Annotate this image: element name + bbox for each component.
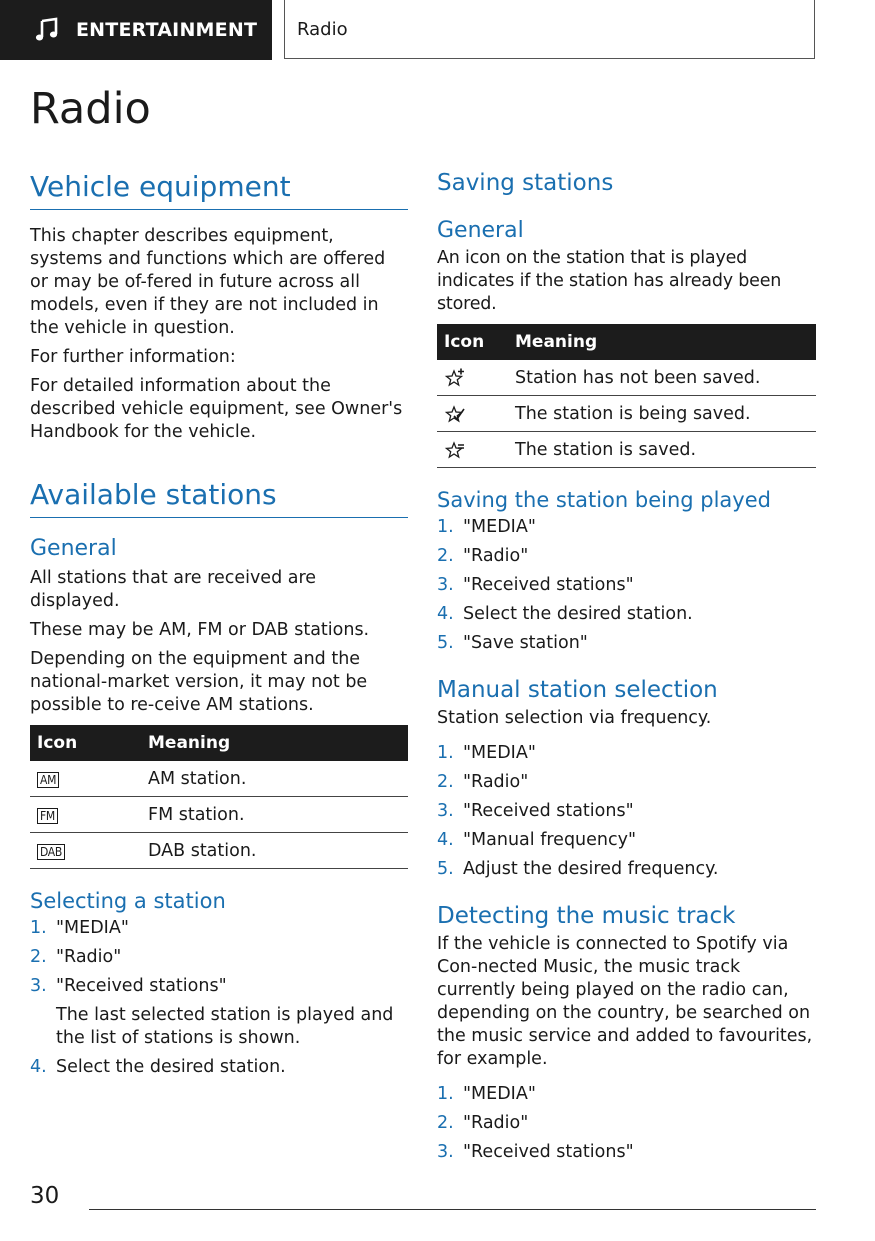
- selecting-station-heading: Selecting a station: [30, 889, 226, 913]
- list-item: 2. "Radio": [437, 772, 529, 792]
- station-type-table: [30, 725, 408, 869]
- list-item: 2. "Radio": [30, 947, 122, 967]
- list-item: 1. "MEDIA": [437, 517, 536, 537]
- available-stations-heading: Available stations: [30, 478, 408, 518]
- page-number: 30: [30, 1183, 60, 1209]
- meaning-cell: AM station.: [141, 761, 408, 797]
- dab-icon: DAB: [37, 844, 65, 860]
- paragraph: All stations that are received are displayed.: [30, 568, 317, 611]
- paragraph: For detailed information about the described vehicle equipment, see Owner's Handbook for the vehicle.: [30, 376, 403, 442]
- table-row: [30, 761, 408, 797]
- table-row: [437, 360, 816, 396]
- list-item: 1. "MEDIA": [437, 743, 536, 763]
- meaning-cell: The station is being saved.: [508, 396, 816, 432]
- saving-status-table: [437, 324, 816, 468]
- music-note-icon: [34, 17, 60, 43]
- list-item: 1. "MEDIA": [30, 918, 129, 938]
- paragraph: This chapter describes equipment, systems and functions which are offered or may be of-fered in future across all models, even if they are not included in the vehicle in question.: [30, 226, 386, 338]
- left-column: [30, 170, 408, 1085]
- table-header-row: [437, 324, 816, 360]
- list-item: 2. "Radio": [437, 1113, 529, 1133]
- list-item: 5. "Save station": [437, 633, 588, 653]
- manual-selection-steps: [437, 742, 816, 881]
- column-header-icon: Icon: [437, 324, 508, 360]
- list-item: 4. "Manual frequency": [437, 830, 637, 850]
- star-saved-icon: [444, 439, 466, 461]
- paragraph: An icon on the station that is played indicates if the station has already been stored.: [437, 248, 782, 314]
- meaning-cell: Station has not been saved.: [508, 360, 816, 396]
- meaning-cell: The station is saved.: [508, 432, 816, 468]
- footer-divider: [89, 1209, 816, 1210]
- column-header-meaning: Meaning: [141, 725, 408, 761]
- detecting-track-heading: Detecting the music track: [437, 903, 736, 929]
- saving-stations-heading: Saving stations: [437, 170, 614, 196]
- meaning-cell: DAB station.: [141, 833, 408, 869]
- column-header-meaning: Meaning: [508, 324, 816, 360]
- paragraph: If the vehicle is connected to Spotify via Con-nected Music, the music track currently being played on the radio can, depending on the country, be searched on the music service and added to favourites, for example.: [437, 934, 813, 1069]
- general-heading: General: [437, 218, 524, 243]
- saving-played-steps: [437, 516, 816, 655]
- table-row: [30, 833, 408, 869]
- detecting-track-steps: [437, 1083, 816, 1164]
- paragraph: For further information:: [30, 347, 236, 367]
- list-item: 5. Adjust the desired frequency.: [437, 859, 719, 879]
- list-item: 3. "Received stations" The last selected station is played and the list of stations is shown.: [30, 975, 408, 1050]
- table-row: [437, 432, 816, 468]
- section-label: ENTERTAINMENT: [76, 19, 258, 41]
- column-header-icon: Icon: [30, 725, 141, 761]
- list-item: 2. "Radio": [437, 546, 529, 566]
- table-header-row: [30, 725, 408, 761]
- vehicle-equipment-heading: Vehicle equipment: [30, 170, 408, 210]
- chapter-box: [284, 0, 815, 59]
- star-plus-icon: [444, 367, 466, 389]
- star-check-icon: [444, 403, 466, 425]
- saving-played-heading: Saving the station being played: [437, 488, 771, 512]
- page-title: Radio: [30, 84, 151, 134]
- paragraph: These may be AM, FM or DAB stations.: [30, 620, 370, 640]
- list-item: 3. "Received stations": [437, 575, 634, 595]
- list-item: 3. "Received stations": [437, 1142, 634, 1162]
- table-row: [437, 396, 816, 432]
- general-heading: General: [30, 536, 117, 561]
- list-item: 1. "MEDIA": [437, 1084, 536, 1104]
- list-item: 4. Select the desired station.: [437, 604, 693, 624]
- step-note: The last selected station is played and the list of stations is shown.: [56, 1005, 394, 1048]
- paragraph: Station selection via frequency.: [437, 708, 712, 728]
- manual-selection-heading: Manual station selection: [437, 677, 718, 703]
- fm-icon: FM: [37, 808, 58, 824]
- table-row: [30, 797, 408, 833]
- right-column: [437, 170, 816, 1170]
- selecting-station-steps: [30, 917, 408, 1079]
- meaning-cell: FM station.: [141, 797, 408, 833]
- am-icon: AM: [37, 772, 59, 788]
- list-item: 4. Select the desired station.: [30, 1057, 286, 1077]
- list-item: 3. "Received stations": [437, 801, 634, 821]
- section-tab: [0, 0, 272, 60]
- chapter-label: Radio: [297, 18, 348, 40]
- paragraph: Depending on the equipment and the national-market version, it may not be possible to re-ceive AM stations.: [30, 649, 368, 715]
